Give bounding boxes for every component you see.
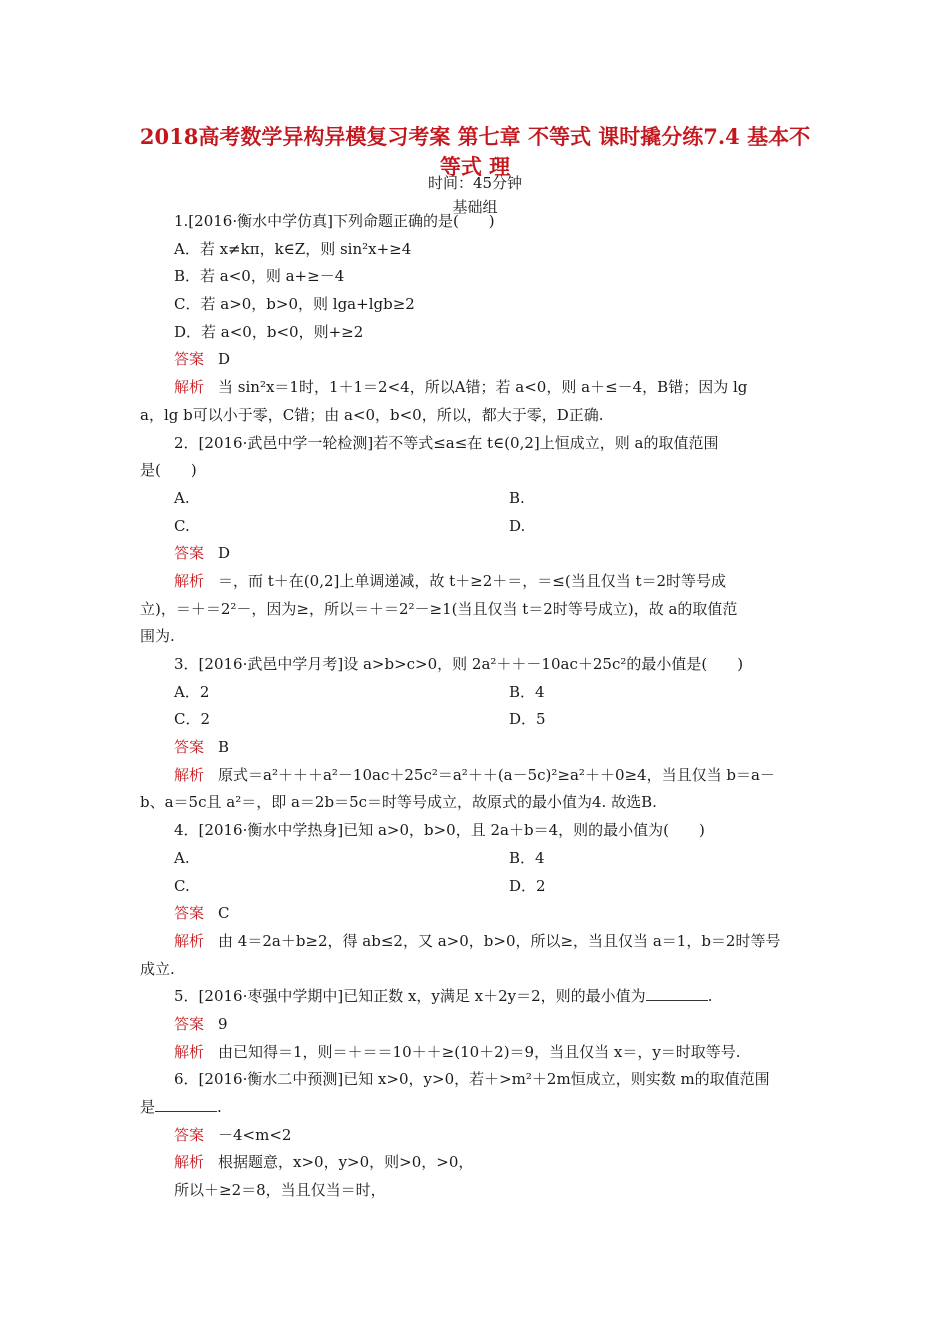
q6-analysis-2: 所以＋≥2＝8，当且仅当＝时， [174, 1181, 386, 1200]
section-heading: 基础组 [452, 198, 498, 216]
q5-stem-text: 5．[2016·枣强中学期中]已知正数 x，y满足 x＋2y＝2，则的最小值为 [174, 987, 646, 1006]
q2-stem-1: 2．[2016·武邑中学一轮检测]若不等式≤a≤在 t∈(0,2]上恒成立，则 a的取值范围 [174, 433, 719, 452]
q2-options-row-1 [140, 485, 810, 513]
q6-stem-end: . [217, 1098, 222, 1116]
q1-option-c: C．若 a>0，b>0，则 lga+lgb≥2 [174, 295, 415, 314]
q3-analysis-row [140, 762, 810, 790]
q6-stem-text: 是 [140, 1098, 156, 1116]
document-title: 2018高考数学异构异模复习考案 第七章 不等式 课时撬分练7.4 基本不等式 理 [139, 124, 811, 179]
q3-answer-row [140, 734, 810, 762]
q4-option-d: D．2 [509, 876, 546, 895]
q2-option-d: D. [509, 516, 526, 535]
q2-analysis-3: 围为. [140, 627, 175, 646]
q2-stem-2: 是( ) [140, 461, 197, 480]
q5-stem [140, 983, 810, 1011]
q2-option-a: A. [174, 488, 190, 507]
q4-analysis-row [140, 928, 810, 956]
q3-answer: B [218, 738, 230, 757]
q1-analysis-row [140, 374, 810, 402]
q5-answer-blank [646, 986, 708, 1001]
q3-analysis-1: 原式＝a²＋＋＋a²－10ac＋25c²＝a²＋＋(a－5c)²≥a²＋＋0≥4，当且仅当 b＝a－ [218, 765, 775, 784]
answer-label: 答案 [174, 350, 205, 369]
q6-answer: －4<m<2 [218, 1125, 292, 1144]
answer-label: 答案 [174, 1125, 205, 1144]
q4-option-c: C. [174, 876, 190, 895]
q6-analysis-1: 根据题意，x>0，y>0，则>0，>0， [218, 1153, 474, 1172]
q2-answer-row [140, 540, 810, 568]
answer-label: 答案 [174, 904, 205, 923]
q1-answer-row [140, 346, 810, 374]
q4-option-b: B．4 [509, 848, 545, 867]
analysis-label: 解析 [174, 378, 205, 397]
question-list [140, 208, 810, 1205]
q5-answer-row [140, 1011, 810, 1039]
analysis-label: 解析 [174, 1153, 205, 1172]
analysis-label: 解析 [174, 1042, 205, 1061]
q5-analysis-row [140, 1039, 810, 1067]
q2-option-b: B. [509, 488, 525, 507]
answer-label: 答案 [174, 1014, 205, 1033]
q5-answer: 9 [218, 1014, 228, 1033]
q4-analysis-1: 由 4＝2a＋b≥2，得 ab≤2，又 a>0，b>0，所以≥，当且仅当 a＝1，b＝2时等号 [218, 931, 781, 950]
q1-analysis-1: 当 sin²x＝1时，1＋1＝2<4，所以A错；若 a<0，则 a＋≤－4，B错；因为 lg [218, 378, 748, 397]
q3-stem: 3．[2016·武邑中学月考]设 a>b>c>0，则 2a²＋＋－10ac＋25c²的最小值是( ) [174, 655, 744, 673]
analysis-label: 解析 [174, 931, 205, 950]
q1-option-d: D．若 a<0，b<0，则+≥2 [174, 322, 364, 341]
q6-stem-2 [140, 1094, 810, 1122]
q5-analysis-1: 由已知得＝1，则＝＋＝＝10＋＋≥(10＋2)＝9，当且仅当 x＝，y＝时取等号. [218, 1042, 741, 1061]
q1-stem: 1.[2016·衡水中学仿真]下列命题正确的是( ) [174, 212, 495, 230]
q2-analysis-2: 立)，＝＋＝2²－，因为≥，所以＝＋＝2²－≥1(当且仅当 t＝2时等号成立)，故 a的取值范 [140, 599, 738, 618]
q3-option-a: A．2 [174, 682, 210, 701]
answer-label: 答案 [174, 738, 205, 757]
q1-answer: D [218, 350, 231, 369]
q3-options-row-2 [140, 706, 810, 734]
q4-answer: C [218, 904, 230, 923]
q3-option-b: B．4 [509, 682, 545, 701]
q6-answer-row [140, 1122, 810, 1150]
answer-label: 答案 [174, 544, 205, 563]
q1-option-b: B．若 a<0，则 a+≥－4 [174, 267, 345, 286]
q6-answer-blank [155, 1097, 217, 1112]
time-limit: 时间：45分钟 [427, 174, 523, 192]
q3-option-c: C．2 [174, 710, 211, 729]
q2-answer: D [218, 544, 231, 563]
analysis-label: 解析 [174, 765, 205, 784]
q4-answer-row [140, 900, 810, 928]
q1-option-a: A．若 x≠kπ，k∈Z，则 sin²x+≥4 [174, 239, 412, 258]
q2-analysis-row [140, 568, 810, 596]
q6-stem-1: 6．[2016·衡水二中预测]已知 x>0，y>0，若＋>m²＋2m恒成立，则实数 m的取值范围 [174, 1070, 770, 1089]
q4-options-row-1 [140, 845, 810, 873]
q2-options-row-2 [140, 513, 810, 541]
q5-stem-end: . [707, 987, 713, 1006]
q4-analysis-2: 成立. [140, 959, 175, 978]
q1-analysis-2: a，lg b可以小于零，C错；由 a<0，b<0，所以，都大于零，D正确. [140, 405, 604, 424]
q2-analysis-1: ＝，而 t＋在(0,2]上单调递减，故 t＋≥2＋＝，＝≤(当且仅当 t＝2时等号成 [218, 571, 727, 590]
q6-analysis-row [140, 1149, 810, 1177]
q3-option-d: D．5 [509, 710, 546, 729]
q3-analysis-2: b、a＝5c且 a²＝，即 a＝2b＝5c＝时等号成立，故原式的最小值为4. 故选B. [140, 793, 657, 812]
q4-stem: 4．[2016·衡水中学热身]已知 a>0，b>0，且 2a＋b＝4，则的最小值为( ) [174, 821, 705, 840]
analysis-label: 解析 [174, 571, 205, 590]
q3-options-row-1 [140, 679, 810, 707]
q4-options-row-2 [140, 873, 810, 901]
q4-option-a: A. [174, 848, 190, 867]
q2-option-c: C. [174, 516, 190, 535]
